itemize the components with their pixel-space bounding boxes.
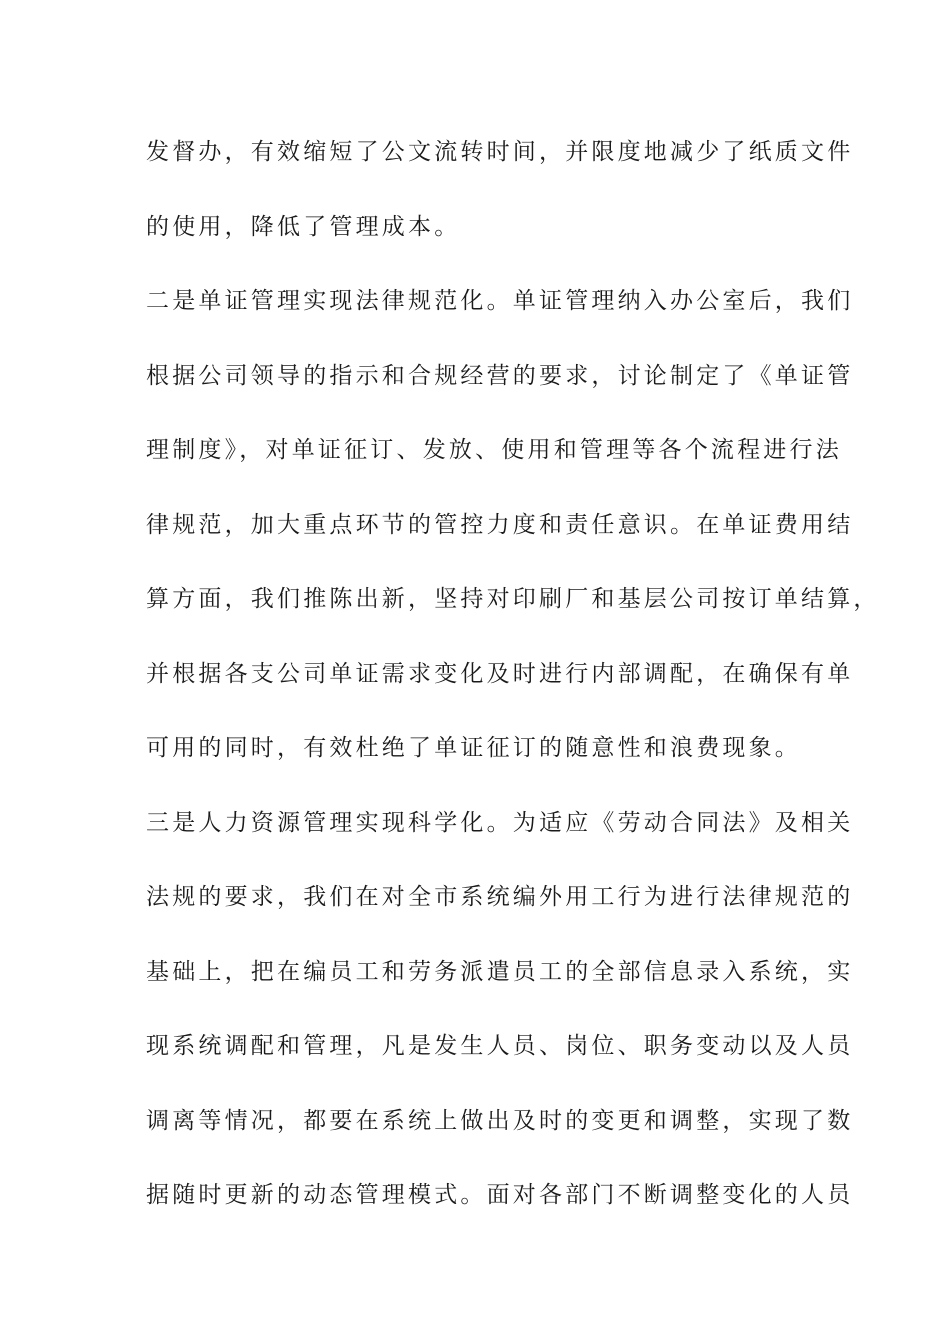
text-line: 基础上，把在编员工和劳务派遣员工的全部信息录入系统，实 <box>146 958 854 985</box>
text-line: 调离等情况，都要在系统上做出及时的变更和调整，实现了数 <box>146 1107 854 1134</box>
text-line: 算方面，我们推陈出新，坚持对印刷厂和基层公司按订单结算， <box>146 586 880 612</box>
body-text <box>146 128 880 1246</box>
text-line: 据随时更新的动态管理模式。面对各部门不断调整变化的人员 <box>146 1182 854 1208</box>
text-line: 法规的要求，我们在对全市系统编外用工行为进行法律规范的 <box>146 884 854 910</box>
text-line: 理制度》，对单证征订、发放、使用和管理等各个流程进行法 <box>146 437 842 463</box>
text-line: 律规范，加大重点环节的管控力度和责任意识。在单证费用结 <box>146 511 854 538</box>
text-line: 二是单证管理实现法律规范化。单证管理纳入办公室后，我们 <box>146 288 854 314</box>
text-line: 的使用，降低了管理成本。 <box>146 213 461 240</box>
text-line: 可用的同时，有效杜绝了单证征订的随意性和浪费现象。 <box>146 735 801 761</box>
text-line: 并根据各支公司单证需求变化及时进行内部调配，在确保有单 <box>146 660 854 687</box>
text-line: 发督办，有效缩短了公文流转时间，并限度地减少了纸质文件 <box>146 139 854 165</box>
text-line: 三是人力资源管理实现科学化。为适应《劳动合同法》及相关 <box>146 809 854 836</box>
text-line: 现系统调配和管理，凡是发生人员、岗位、职务变动以及人员 <box>146 1033 854 1059</box>
text-line: 根据公司领导的指示和合规经营的要求，讨论制定了《单证管 <box>146 362 854 389</box>
